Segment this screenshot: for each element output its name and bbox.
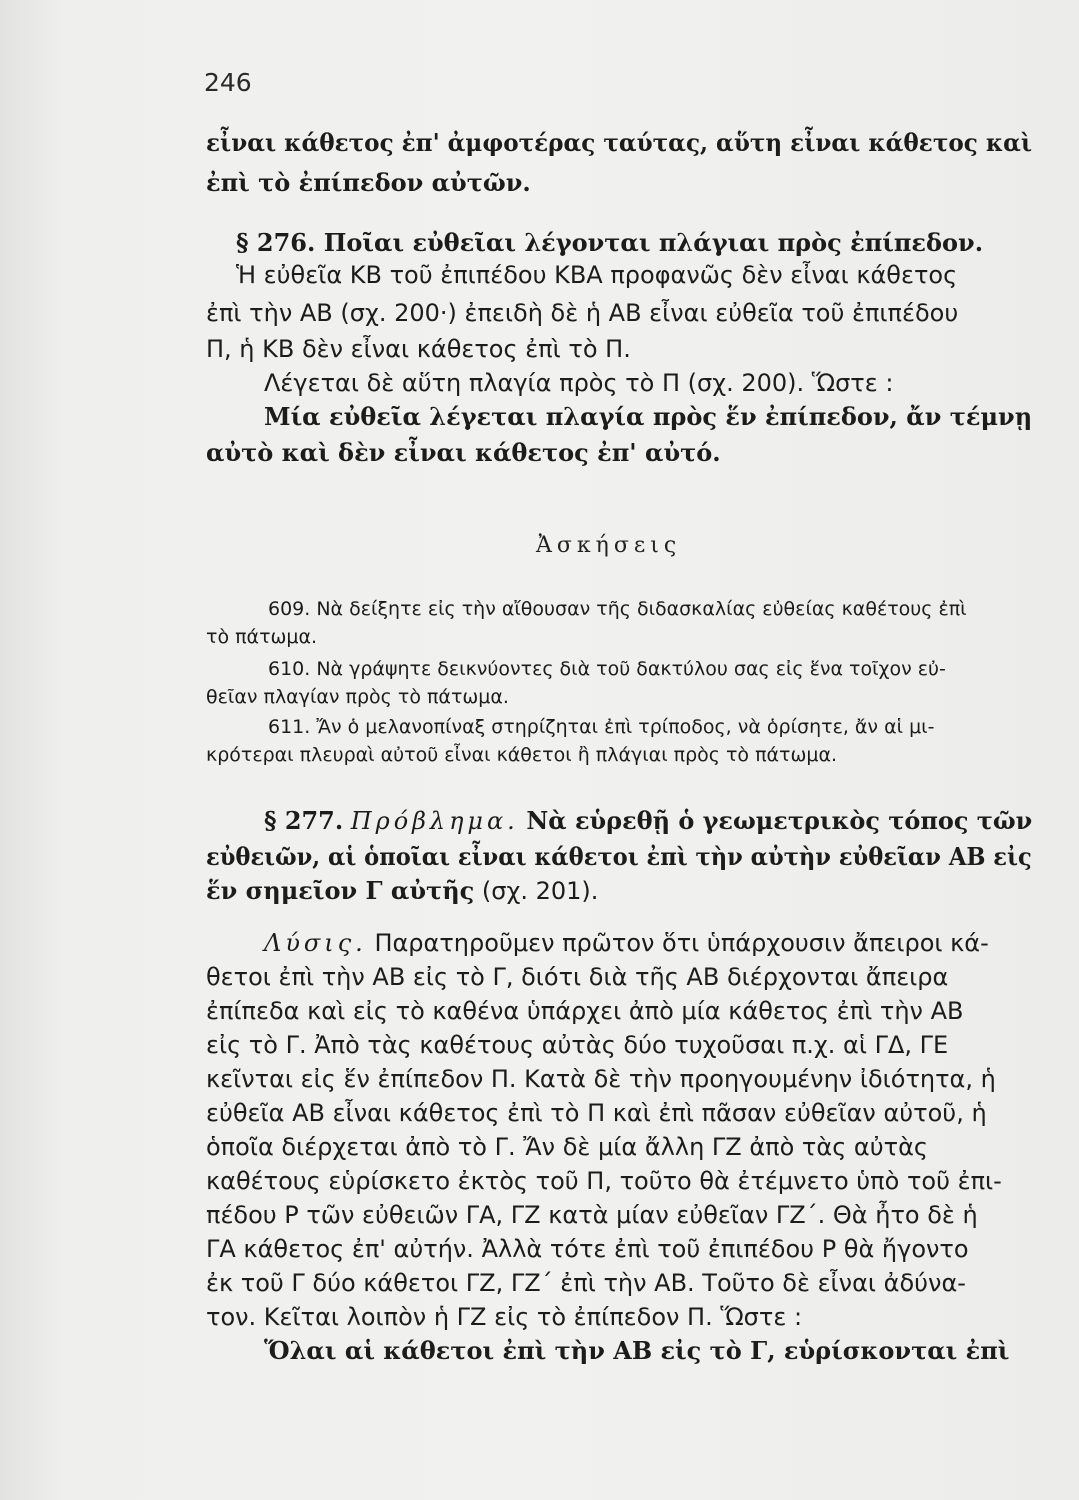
solution-line: εὐθεῖα ΑΒ εἶναι κάθετος ἐπὶ τὸ Π καὶ ἐπὶ πᾶσαν εὐθεῖαν αὐτοῦ, ἡ — [206, 1099, 987, 1127]
solution-line: ἐκ τοῦ Γ δύο κάθετοι ΓΖ, ΓΖ΄ ἐπὶ τὴν ΑΒ. Τοῦτο δὲ εἶναι ἀδύνα- — [206, 1269, 966, 1297]
exercise-609-line2: τὸ πάτωμα. — [206, 626, 318, 648]
section-277-line3-bold: ἕν σημεῖον Γ αὐτῆς — [206, 876, 475, 905]
text-line: Π, ἡ ΚΒ δὲν εἶναι κάθετος ἐπὶ τὸ Π. — [206, 335, 631, 363]
page-number: 246 — [204, 68, 252, 97]
solution-line: ἐπίπεδα καὶ εἰς τὸ καθένα ὑπάρχει ἀπὸ μία κάθετος ἐπὶ τὴν ΑΒ — [206, 997, 964, 1025]
solution-first-line-rest: Παρατηροῦμεν πρῶτον ὅτι ὑπάρχουσιν ἄπειροι κά- — [374, 929, 989, 957]
section-277-label: § 277. — [264, 806, 344, 835]
definition-line: αὐτὸ καὶ δὲν εἶναι κάθετος ἐπ' αὐτό. — [206, 438, 721, 467]
section-277-heading-line — [264, 806, 1032, 836]
exercise-611-line1: 611. Ἄν ὁ μελανοπίναξ στηρίζηται ἐπὶ τρίποδος, νὰ ὁρίσητε, ἄν αἱ μι- — [268, 716, 935, 738]
solution-line: εἰς τὸ Γ. Ἀπὸ τὰς καθέτους αὐτὰς δύο τυχοῦσαι π.χ. αἱ ΓΔ, ΓΕ — [206, 1031, 949, 1059]
text-line: Ἡ εὐθεῖα ΚΒ τοῦ ἐπιπέδου ΚΒΑ προφανῶς δὲν εἶναι κάθετος — [236, 261, 958, 289]
exercise-610-line1: 610. Νὰ γράψητε δεικνύοντες διὰ τοῦ δακτύλου σας εἰς ἕνα τοῖχον εὐ- — [268, 658, 946, 680]
section-277-line2: εὐθειῶν, αἱ ὁποῖαι εἶναι κάθετοι ἐπὶ τὴν αὐτὴν εὐθεῖαν ΑΒ εἰς — [206, 842, 1032, 871]
exercise-611-line2: κρότεραι πλευραὶ αὐτοῦ εἶναι κάθετοι ἢ πλάγιαι πρὸς τὸ πάτωμα. — [206, 744, 838, 766]
section-276-heading: § 276. Ποῖαι εὐθεῖαι λέγονται πλάγιαι πρὸς ἐπίπεδον. — [236, 228, 984, 257]
solution-first-line — [264, 928, 989, 958]
exercise-609-line1: 609. Νὰ δείξητε εἰς τὴν αἴθουσαν τῆς διδασκαλίας εὐθείας καθέτους ἐπὶ — [268, 598, 967, 620]
solution-line: πέδου Ρ τῶν εὐθειῶν ΓΑ, ΓΖ κατὰ μίαν εὐθεῖαν ΓΖ΄. Θὰ ἦτο δὲ ἡ — [206, 1201, 978, 1229]
solution-line: κεῖνται εἰς ἕν ἐπίπεδον Π. Κατὰ δὲ τὴν προηγουμένην ἰδιότητα, ἡ — [206, 1065, 996, 1093]
definition-line: Μία εὐθεῖα λέγεται πλαγία πρὸς ἕν ἐπίπεδον, ἄν τέμνῃ — [264, 402, 1033, 431]
exercise-610-line2: θεῖαν πλαγίαν πρὸς τὸ πάτωμα. — [206, 686, 509, 708]
solution-line: ΓΑ κάθετος ἐπ' αὐτήν. Ἀλλὰ τότε ἐπὶ τοῦ ἐπιπέδου Ρ θὰ ἤγοντο — [206, 1235, 969, 1263]
exercises-heading: Ἀσκήσεις — [536, 533, 682, 558]
solution-line: τον. Κεῖται λοιπὸν ἡ ΓΖ εἰς τὸ ἐπίπεδον Π. Ὥστε : — [206, 1303, 803, 1331]
solution-line: καθέτους εὑρίσκετο ἐκτὸς τοῦ Π, τοῦτο θὰ ἐτέμνετο ὑπὸ τοῦ ἐπι- — [206, 1167, 1002, 1195]
section-277-heading-rest: Νὰ εὑρεθῇ ὁ γεωμετρικὸς τόπος τῶν — [526, 806, 1033, 835]
solution-line: θετοι ἐπὶ τὴν ΑΒ εἰς τὸ Γ, διότι διὰ τῆς ΑΒ διέρχονται ἄπειρα — [206, 963, 949, 991]
section-277-line3 — [206, 876, 598, 906]
solution-line: ὁποῖα διέρχεται ἀπὸ τὸ Γ. Ἄν δὲ μία ἄλλη ΓΖ ἀπὸ τὰς αὐτὰς — [206, 1133, 928, 1161]
text-line: εἶναι κάθετος ἐπ' ἀμφοτέρας ταύτας, αὕτη εἶναι κάθετος καὶ — [206, 128, 1033, 157]
section-277-line3-ref: (σχ. 201). — [481, 877, 599, 905]
solution-word: Λύσις. — [264, 929, 367, 957]
text-line: ἐπὶ τὴν ΑΒ (σχ. 200·) ἐπειδὴ δὲ ἡ ΑΒ εἶναι εὐθεῖα τοῦ ἐπιπέδου — [206, 299, 959, 327]
solution-conclusion: Ὅλαι αἱ κάθετοι ἐπὶ τὴν ΑΒ εἰς τὸ Γ, εὑρίσκονται ἐπὶ — [264, 1336, 1010, 1365]
problem-word: Πρόβλημα. — [350, 807, 519, 835]
text-line: Λέγεται δὲ αὕτη πλαγία πρὸς τὸ Π (σχ. 200). Ὥστε : — [264, 369, 894, 397]
text-line: ἐπὶ τὸ ἐπίπεδον αὐτῶν. — [206, 168, 531, 197]
